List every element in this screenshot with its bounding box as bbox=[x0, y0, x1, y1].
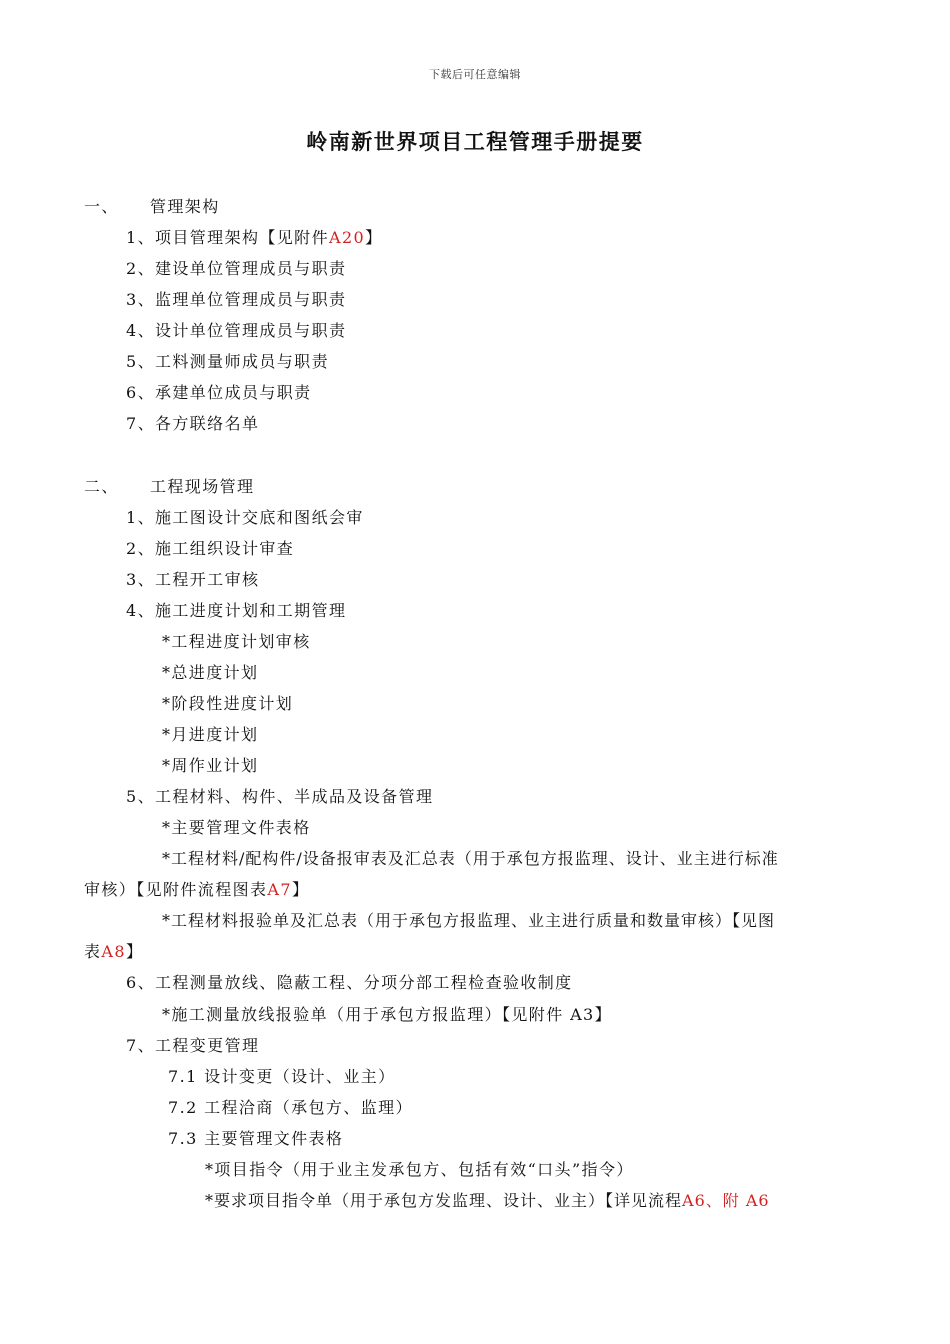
sub-sub-item: *要求项目指令单（用于承包方发监理、设计、业主）【详见流程A6、附 A6 bbox=[205, 1191, 770, 1210]
section-heading-2 bbox=[84, 476, 254, 498]
list-item: 6、承建单位成员与职责 bbox=[126, 383, 312, 402]
list-item: 7、各方联络名单 bbox=[126, 414, 260, 433]
list-item: 1、项目管理架构【见附件A20】 bbox=[126, 228, 383, 247]
sub-item: *周作业计划 bbox=[162, 756, 259, 775]
sub-sub-item: *项目指令（用于业主发承包方、包括有效“口头”指令） bbox=[205, 1160, 634, 1179]
list-item: 1、施工图设计交底和图纸会审 bbox=[126, 508, 364, 527]
section-number: 一、 bbox=[84, 197, 119, 216]
list-item: 5、工料测量师成员与职责 bbox=[126, 352, 329, 371]
sub-item: *施工测量放线报验单（用于承包方报监理）【见附件 A3】 bbox=[162, 1005, 613, 1024]
reference-code: A7 bbox=[267, 880, 292, 899]
sub-item: *阶段性进度计划 bbox=[162, 694, 294, 713]
reference-code: A6、附 A6 bbox=[682, 1191, 770, 1210]
sub-item-continuation: 审核）【见附件流程图表A7】 bbox=[84, 880, 310, 899]
section-heading-1 bbox=[84, 196, 220, 218]
sub-item: 7.1 设计变更（设计、业主） bbox=[168, 1067, 396, 1086]
section-title: 工程现场管理 bbox=[150, 477, 255, 496]
section-title: 管理架构 bbox=[150, 197, 220, 216]
sub-item: 7.2 工程洽商（承包方、监理） bbox=[168, 1098, 413, 1117]
list-item: 6、工程测量放线、隐蔽工程、分项分部工程检查验收制度 bbox=[126, 973, 573, 992]
list-item: 3、工程开工审核 bbox=[126, 570, 260, 589]
sub-item: 7.3 主要管理文件表格 bbox=[168, 1129, 344, 1148]
document-title: 岭南新世界项目工程管理手册提要 bbox=[306, 129, 644, 154]
section-number: 二、 bbox=[84, 477, 119, 496]
header-note: 下载后可任意编辑 bbox=[429, 68, 521, 81]
sub-item: *工程材料/配构件/设备报审表及汇总表（用于承包方报监理、设计、业主进行标准 bbox=[162, 849, 779, 868]
sub-item: *总进度计划 bbox=[162, 663, 259, 682]
reference-code: A8 bbox=[101, 942, 126, 961]
reference-code: A20 bbox=[328, 228, 366, 247]
list-item: 7、工程变更管理 bbox=[126, 1036, 260, 1055]
sub-item-continuation: 表A8】 bbox=[84, 942, 144, 961]
list-item: 4、施工进度计划和工期管理 bbox=[126, 601, 347, 620]
sub-item: *月进度计划 bbox=[162, 725, 259, 744]
list-item: 2、施工组织设计审查 bbox=[126, 539, 295, 558]
list-item: 2、建设单位管理成员与职责 bbox=[126, 259, 347, 278]
list-item: 3、监理单位管理成员与职责 bbox=[126, 290, 347, 309]
sub-item: *工程材料报验单及汇总表（用于承包方报监理、业主进行质量和数量审核）【见图 bbox=[162, 911, 776, 930]
sub-item: *工程进度计划审核 bbox=[162, 632, 311, 651]
list-item: 4、设计单位管理成员与职责 bbox=[126, 321, 347, 340]
list-item: 5、工程材料、构件、半成品及设备管理 bbox=[126, 787, 434, 806]
sub-item: *主要管理文件表格 bbox=[162, 818, 311, 837]
